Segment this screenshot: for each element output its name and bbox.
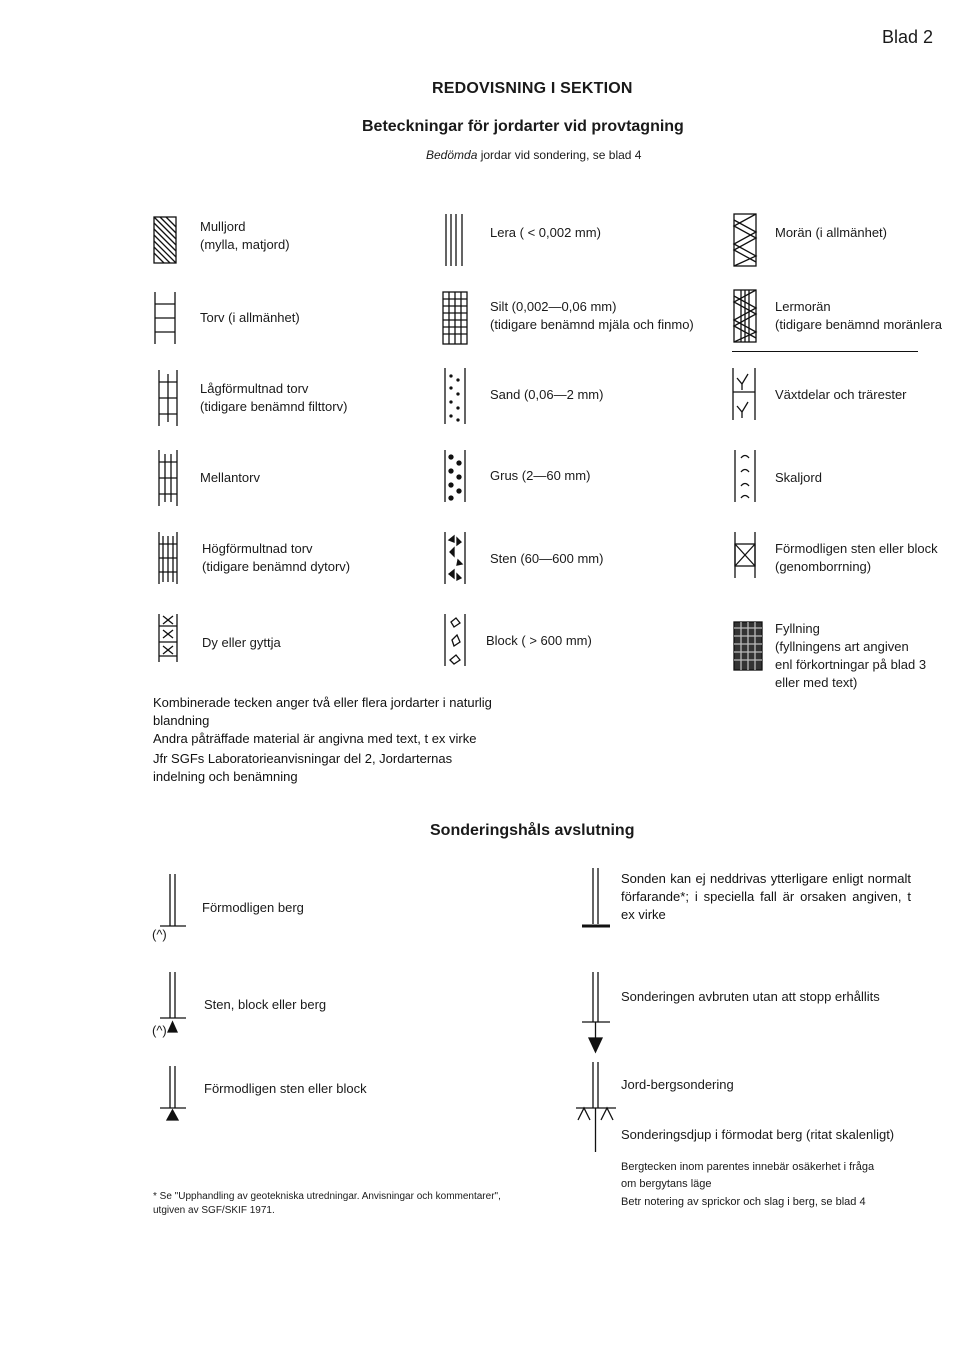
hogformultnad-label: Högförmultnad torv	[202, 541, 313, 556]
lera-label: Lera ( < 0,002 mm)	[490, 225, 601, 240]
silt-symbol-icon	[440, 290, 470, 346]
fyllning-sublabel-3: eller med text)	[775, 675, 858, 690]
lera-symbol-icon	[440, 212, 470, 268]
fyllning-sublabel-2: enl förkortningar på blad 3	[775, 657, 927, 672]
mulljord-symbol-icon	[150, 215, 180, 265]
fyllning-symbol-icon	[732, 620, 764, 672]
lagformultnad-label: Lågförmultnad torv	[200, 381, 309, 396]
dy-gyttja-symbol-icon	[155, 612, 181, 664]
block-symbol-icon	[440, 612, 470, 668]
skaljord-symbol-icon	[732, 448, 758, 504]
torv-label: Torv (i allmänhet)	[200, 310, 300, 325]
torv-symbol-icon	[150, 290, 180, 346]
combined-note-line-2: blandning	[153, 713, 210, 728]
lermoran-symbol-icon	[730, 288, 760, 344]
avbruten-symbol-icon	[574, 970, 618, 1054]
sten-symbol-icon	[440, 530, 470, 586]
combined-note-line-4: Jfr SGFs Laboratorieanvisningar del 2, Jordarternas	[153, 751, 453, 766]
lermoran-sublabel: (tidigare benämnd moränlera	[775, 317, 942, 332]
footnote-line-1: * Se "Upphandling av geotekniska utredningar. Anvisningar och kommentarer",	[153, 1191, 501, 1202]
sten-block-berg-label: Sten, block eller berg	[204, 997, 327, 1012]
divider-rule	[732, 351, 918, 352]
hogformultnad-torv-symbol-icon	[155, 530, 181, 586]
ej-neddrivas-symbol-icon	[574, 866, 618, 938]
section2-title: Sonderingshåls avslutning	[430, 822, 635, 839]
sten-label: Sten (60—600 mm)	[490, 551, 604, 566]
dy-label: Dy eller gyttja	[202, 635, 281, 650]
combined-note-line-1: Kombinerade tecken anger två eller flera jordarter i naturlig	[153, 695, 492, 710]
page-label: Blad 2	[882, 27, 934, 47]
lagformultnad-torv-symbol-icon	[155, 368, 181, 428]
combined-note-line-3: Andra påträffade material är angivna med text, t ex virke	[153, 731, 477, 746]
bergtecken-line-2: om bergytans läge	[621, 1178, 712, 1190]
mellantorv-symbol-icon	[155, 448, 181, 508]
silt-sublabel: (tidigare benämnd mjäla och finmo)	[490, 317, 694, 332]
note-rest: jordar vid sondering, se blad 4	[477, 148, 642, 162]
jord-bergsondering-symbol-icon	[568, 1060, 624, 1160]
jord-bergsondering-label: Jord-bergsondering	[621, 1077, 734, 1092]
vaxtdelar-label: Växtdelar och trärester	[775, 387, 907, 402]
formodligen-berg-label: Förmodligen berg	[202, 900, 304, 915]
silt-label: Silt (0,002—0,06 mm)	[490, 299, 617, 314]
sten-block-berg-paren: (^)	[152, 1023, 167, 1038]
ej-neddrivas-label: Sonden kan ej neddrivas ytterligare enligt normalt förfarande*; i speciella fall är orsaken angiven, t ex virke	[621, 871, 911, 922]
betr-notering-label: Betr notering av sprickor och slag i berg, se blad 4	[621, 1196, 866, 1208]
fyllning-sublabel-1: (fyllningens art angiven	[775, 639, 909, 654]
note-bedomda	[426, 146, 641, 164]
moran-label: Morän (i allmänhet)	[775, 225, 887, 240]
lagformultnad-sublabel: (tidigare benämnd filttorv)	[200, 399, 348, 414]
page-subtitle: Beteckningar för jordarter vid provtagning	[362, 118, 684, 135]
grus-label: Grus (2—60 mm)	[490, 468, 591, 483]
skaljord-label: Skaljord	[775, 470, 822, 485]
sand-symbol-icon	[440, 366, 470, 426]
formodligen-berg-paren: (^)	[152, 927, 167, 942]
mellantorv-label: Mellantorv	[200, 470, 260, 485]
page-title: REDOVISNING I SEKTION	[432, 80, 633, 97]
formodligen-sten-sublabel: (genomborrning)	[775, 559, 872, 574]
footnote-line-2: utgiven av SGF/SKIF 1971.	[153, 1205, 275, 1216]
note-italic: Bedömda	[426, 148, 478, 162]
bergtecken-line-1: Bergtecken inom parentes innebär osäkerhet i fråga	[621, 1161, 875, 1173]
block-label: Block ( > 600 mm)	[486, 633, 592, 648]
formodligen-sten-label: Förmodligen sten eller block	[775, 541, 938, 556]
hogformultnad-sublabel: (tidigare benämnd dytorv)	[202, 559, 351, 574]
mulljord-sublabel: (mylla, matjord)	[200, 237, 290, 252]
sand-label: Sand (0,06—2 mm)	[490, 387, 604, 402]
grus-symbol-icon	[440, 448, 470, 504]
mulljord-label: Mulljord	[200, 219, 246, 234]
lermoran-label: Lermorän	[775, 299, 831, 314]
formodligen-sten-block-label: Förmodligen sten eller block	[204, 1081, 367, 1096]
sonderingsdjup-label: Sonderingsdjup i förmodat berg (ritat skalenligt)	[621, 1127, 895, 1142]
formodligen-sten-symbol-icon	[732, 530, 758, 580]
moran-symbol-icon	[730, 212, 760, 268]
avbruten-label: Sonderingen avbruten utan att stopp erhållits	[621, 989, 880, 1004]
formodligen-sten-block-symbol-icon	[148, 1064, 196, 1136]
combined-note-line-5: indelning och benämning	[153, 769, 298, 784]
fyllning-label: Fyllning	[775, 621, 820, 636]
vaxtdelar-symbol-icon	[730, 366, 758, 422]
